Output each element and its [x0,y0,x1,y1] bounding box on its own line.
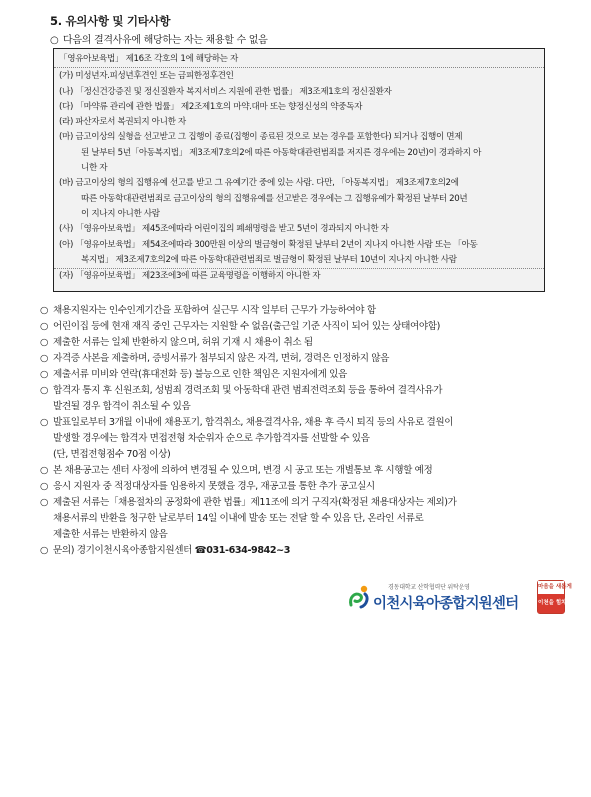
badge-top-text: 마음을 새롭게 [538,581,564,594]
box-header: 「영유아보육법」 제16조 각호의 1에 해당하는 자 [54,52,544,68]
intro-text: 다음의 결격사유에 해당하는 자는 채용할 수 없음 [63,35,268,46]
list-item: ○ 본 채용공고는 센터 사정에 의하여 변경될 수 있으며, 변경 시 공고 또는 개별통보 후 시행할 예정 [40,465,433,476]
list-item-continued: 제출한 서류는 반환하지 않음 [53,529,168,540]
box-line: 된 날부터 5년「아동복지법」 제3조제7호의2에 따른 아동학대관련범죄를 저지른 경우에는 20년)이 경과하지 아 [81,147,482,158]
list-item: ○ 자격증 사본을 제출하며, 증빙서류가 첨부되지 않은 자격, 면허, 경력은 인정하지 않음 [40,353,389,364]
city-slogan-badge [537,580,572,614]
contact-item: ○ 문의) 경기이천시육아종합지원센터 ☎031-634-9842~3 [40,545,291,556]
box-line: (라) 파산자로서 복권되지 아니한 자 [59,117,186,128]
box-line: (사) 「영유아보육법」 제45조에따라 어린이집의 폐쇄명령을 받고 5년이 경과되지 아니한 자 [59,224,389,235]
box-line: (나) 「정신건강증진 및 정신질환자 복지서비스 지원에 관한 법률」 제3조제1호의 정신질환자 [59,86,392,97]
list-item: ○ 채용지원자는 인수인계기간을 포함하여 실근무 시작 일부터 근무가 가능하여야 함 [40,305,376,316]
disqualification-box [53,48,545,292]
box-line: 복지법」 제3조제7호의2에 따른 아동학대관련범죄로 벌금형이 확정된 날부터 10년이 지나지 아니한 사람 [81,254,457,265]
list-item: ○ 합격자 통지 후 신원조회, 성범죄 경력조회 및 아동학대 관련 범죄전력조회 등을 통하여 결격사유가 [40,385,443,396]
circle-bullet: ○ [50,35,59,46]
box-footer: (자) 「영유아보육법」 제23조에3에 따른 교육명령을 이행하지 아니한 자 [54,268,544,284]
box-line: 이 지나지 아니한 사람 [81,208,160,219]
box-line: (바) 금고이상의 형의 집행유예 선고를 받고 그 유예기간 중에 있는 사람. 다만, 「아동복지법」 제3조제7호의2에 [59,178,459,189]
section-title: 5. 유의사항 및 기타사항 [50,14,171,28]
box-line: (다) 「마약류 관리에 관한 법률」 제2조제1호의 마약.대마 또는 향정신성의 약중독자 [59,101,363,112]
logo-mark-icon [347,583,373,609]
notes-list [40,303,560,559]
list-item-continued: 채용서류의 반환을 청구한 날로부터 14일 이내에 발송 또는 전달 할 수 있음 단, 온라인 서류로 [53,513,424,524]
logo-name: 이천시육아종합지원센터 [373,596,519,612]
center-logo [347,576,572,616]
list-item: ○ 발표일로부터 3개월 이내에 채용포기, 합격취소, 채용결격사유, 채용 후 즉시 퇴직 등의 사유로 결원이 [40,417,454,428]
box-line: 니한 자 [81,163,108,174]
list-item: ○ 제출된 서류는「채용절차의 공정화에 관한 법률」제11조에 의거 구직자(확정된 채용대상자는 제외)가 [40,497,457,508]
box-line: (마) 금고이상의 실형을 선고받고 그 집행이 종료(집행이 종료된 것으로 보는 경우를 포함한다) 되거나 집행이 면제 [59,132,463,143]
list-item: ○ 응시 지원자 중 적정대상자를 임용하지 못했을 경우, 재공고를 통한 추가 공고실시 [40,481,375,492]
list-item: ○ 제출한 서류는 일체 반환하지 않으며, 허위 기재 시 채용이 취소 됨 [40,337,313,348]
list-item-continued: (단, 면접전형점수 70점 이상) [53,449,171,460]
list-item: ○ 어린이집 등에 현재 재직 중인 근무자는 지원할 수 없음(출근일 기준 사직이 되어 있는 상태여야함) [40,321,440,332]
box-line: (아) 「영유아보육법」 제54조에따라 300만원 이상의 벌금형이 확정된 날부터 2년이 지나지 아니한 사람 또는 「아동 [59,239,478,250]
badge-bottom-text: 이천을 힘차게 [538,594,564,613]
list-item-continued: 발견될 경우 합격이 취소될 수 있음 [53,401,191,412]
list-item: ○ 제출서류 미비와 연락(휴대전화 등) 불능으로 인한 책임은 지원자에게 있음 [40,369,347,380]
box-line: (가) 미성년자.피성년후견인 또는 금피한정후견인 [59,71,234,82]
logo-caption: 경동대학교 산학협력단 위탁운영 [388,584,470,591]
list-item-continued: 발생할 경우에는 합격자 면접전형 차순위자 순으로 추가합격자를 선발할 수 있음 [53,433,370,444]
intro-line [50,31,267,46]
box-line: 따른 아동학대관련범죄로 금고이상의 형의 집행유예를 선고받은 경우에는 그 집행유예가 확정된 날부터 20년 [81,193,468,204]
phone-number: ☎031-634-9842~3 [194,545,291,556]
